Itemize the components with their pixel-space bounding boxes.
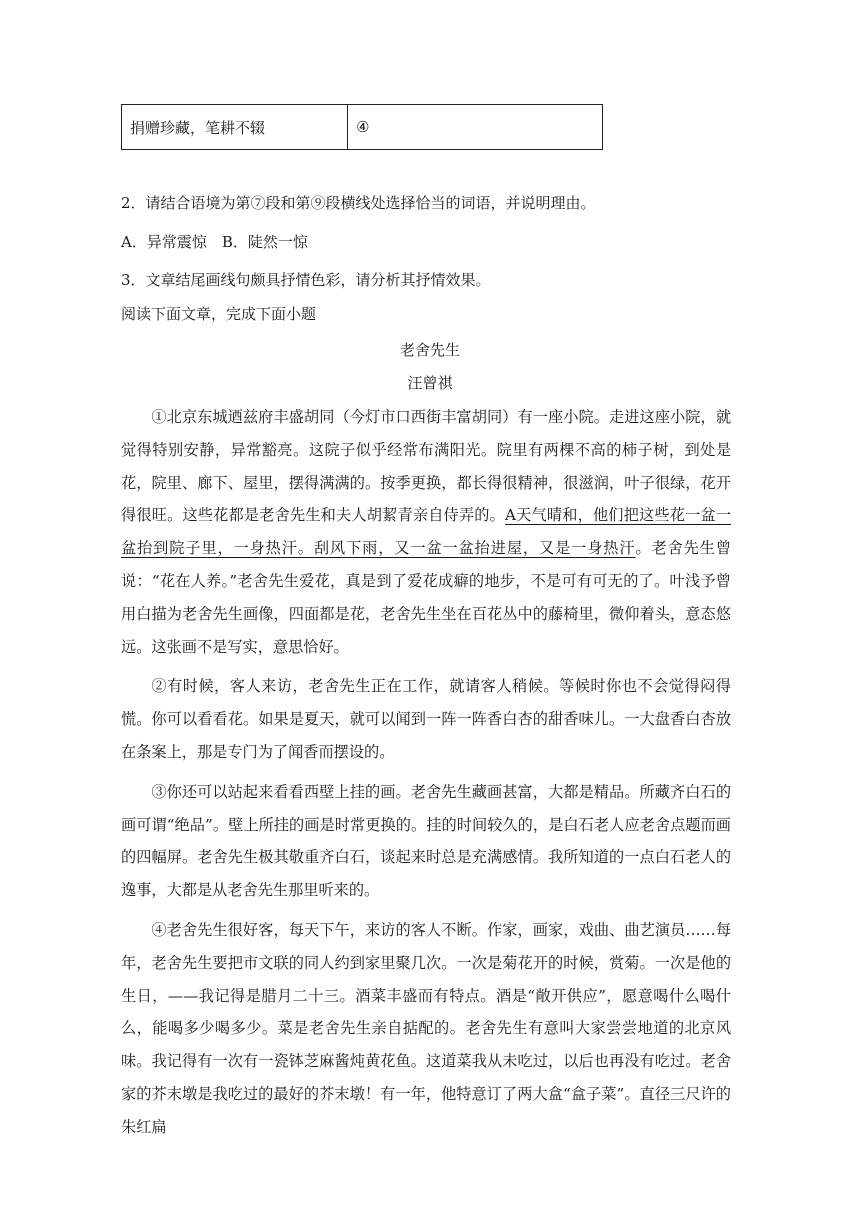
question-3: 3．文章结尾画线句颇具抒情色彩，请分析其抒情效果。 — [121, 271, 491, 289]
underlined-sentence-a: A天气晴和，他们把这些花一盆一盆抬到院子里，一身热汗。刮风下雨，又一盆一盆抬进屋，又是一身热汗 — [121, 506, 732, 558]
question-2-options: A．异常震惊 B．陡然一惊 — [121, 233, 308, 251]
table-cell-right: ④ — [356, 118, 370, 136]
summary-table — [121, 104, 603, 150]
reading-instruction: 阅读下面文章，完成下面小题 — [121, 305, 317, 323]
question-2: 2．请结合语境为第⑦段和第⑨段横线处选择恰当的词语，并说明理由。 — [121, 194, 596, 212]
table-cell-left: 捐赠珍藏，笔耕不辍 — [122, 105, 348, 149]
paragraph-1-text-a: ①北京东城迺兹府丰盛胡同（今灯市口西街丰富胡同）有一座小院。走进这座小院，就觉得特别安静，异常豁亮。这院子似乎经常布满阳光。院里有两棵不高的柿子树，到处是花，院里、廊下、屋里，摆得满满的。按季更换，都长得很精神，很滋润，叶子很绿，花开得很旺。这些花都是老舍先生和夫人胡絜青亲自侍弄的。 — [121, 408, 731, 525]
article-title: 老舍先生 — [399, 341, 460, 359]
paragraph-1 — [121, 401, 731, 663]
paragraph-4: ④老舍先生很好客，每天下午，来访的客人不断。作家，画家，戏曲、曲艺演员……每年，老舍先生要把市文联的同人约到家里聚几次。一次是菊花开的时候，赏菊。一次是他的生日，——我记得是腊月二十三。酒菜丰盛而有特点。酒是“敞开供应”，愿意喝什么喝什么，能喝多少喝多少。菜是老舍先生亲自掂配的。老舍先生有意叫大家尝尝地道的北京风味。我记得有一次有一瓷钵芝麻酱炖黄花鱼。这道菜我从未吃过，以后也再没有吃过。老舍家的芥末墩是我吃过的最好的芥末墩！有一年，他特意订了两大盒“盒子菜”。直径三尺许的朱红扁 — [121, 920, 731, 1136]
paragraph-3: ③你还可以站起来看看西壁上挂的画。老舍先生藏画甚富，大都是精品。所藏齐白石的画可谓“绝品”。壁上所挂的画是时常更换的。挂的时间较久的，是白石老人应老舍点题而画的四幅屏。老舍先生极其敬重齐白石，谈起来时总是充满感情。我所知道的一点白石老人的逸事，大都是从老舍先生那里听来的。 — [121, 782, 731, 900]
article-body — [121, 401, 731, 1151]
article-author: 汪曾祺 — [407, 374, 453, 392]
paragraph-2: ②有时候，客人来访，老舍先生正在工作，就请客人稍候。等候时你也不会觉得闷得慌。你可以看看花。如果是夏天，就可以闻到一阵一阵香白杏的甜香味儿。一大盘香白杏放在条案上，那是专门为了闻香而摆设的。 — [121, 677, 731, 761]
paragraph-1-text-b: 。老舍先生曾说：“花在人养。”老舍先生爱花，真是到了爱花成癖的地步，不是可有可无的了。叶浅予曾用白描为老舍先生画像，四面都是花，老舍先生坐在百花丛中的藤椅里，微仰着头，意态悠远。这张画不是写实，意思恰好。 — [121, 539, 732, 656]
